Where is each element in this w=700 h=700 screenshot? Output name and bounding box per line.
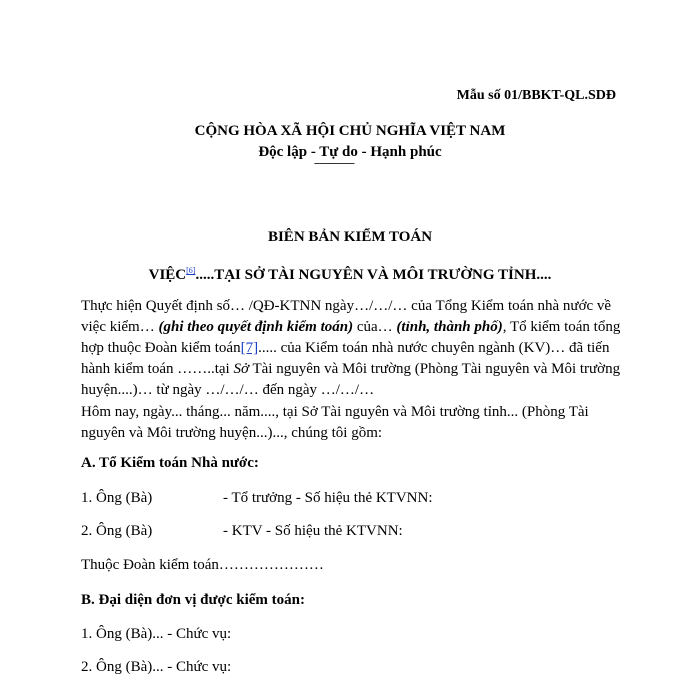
member1-name: 1. Ông (Bà) (81, 490, 153, 506)
footnote-link-6[interactable]: [6] (186, 266, 196, 275)
document-subject (0, 262, 700, 284)
para1-text: Tài nguyên và Môi trường (Phòng Tài nguyên và Môi trường huyện....)… từ ngày …/…/… đến ngày …/…/… (81, 361, 621, 398)
intro-paragraph (81, 296, 621, 401)
representative-2: 2. Ông (Bà)... - Chức vụ: (81, 659, 232, 675)
title-rule: --------------- (314, 157, 354, 169)
document-title: BIÊN BẢN KIỂM TOÁN (267, 229, 433, 245)
para1-text: , Tổ kiểm toán tổng hợp thuộc Đoàn kiểm toán (81, 319, 621, 356)
section-a-heading: A. Tổ Kiểm toán Nhà nước: (81, 455, 259, 471)
audit-team-line: Thuộc Đoàn kiểm toán………………… (81, 557, 324, 573)
section-b-heading: B. Đại diện đơn vị được kiểm toán: (81, 592, 305, 608)
para1-italic-text: Sở (233, 361, 249, 377)
member1-role: - Tổ trưởng - Số hiệu thẻ KTVNN: (223, 490, 433, 506)
para1-text: ..... của Kiểm toán nhà nước chuyên ngành (KV)… đã tiến hành kiểm toán ……..tại (81, 340, 610, 377)
para1-italic-note: (tỉnh, thành phố) (396, 319, 503, 335)
member2-role: - KTV - Số hiệu thẻ KTVNN: (223, 523, 403, 539)
representative-1: 1. Ông (Bà)... - Chức vụ: (81, 626, 232, 642)
para1-text: Thực hiện Quyết định số… /QĐ-KTNN ngày…/…/… của Tổng Kiểm toán nhà nước về việc kiểm… (81, 298, 612, 335)
motto: Độc lập - Tự do - Hạnh phúc (258, 144, 442, 160)
para1-italic-note: (ghi theo quyết định kiểm toán) (158, 319, 354, 335)
meeting-paragraph: Hôm nay, ngày... tháng... năm...., tại Sở Tài nguyên và Môi trường tỉnh... (Phòng Tài nguyên và Môi trường huyện...)..., chúng tôi gồm: (81, 404, 589, 441)
footnote-link-7[interactable]: [7] (240, 340, 259, 356)
subject-prefix: VIỆC (148, 267, 187, 283)
form-code: Mẫu số 01/BBKT-QL.SDĐ (456, 88, 616, 103)
member2-name: 2. Ông (Bà) (81, 523, 153, 539)
national-title: CỘNG HÒA XÃ HỘI CHỦ NGHĨA VIỆT NAM (194, 123, 506, 139)
subject-rest: .....TẠI SỞ TÀI NGUYÊN VÀ MÔI TRƯỜNG TỈNH.... (195, 267, 552, 283)
para1-text: của… (353, 319, 397, 335)
